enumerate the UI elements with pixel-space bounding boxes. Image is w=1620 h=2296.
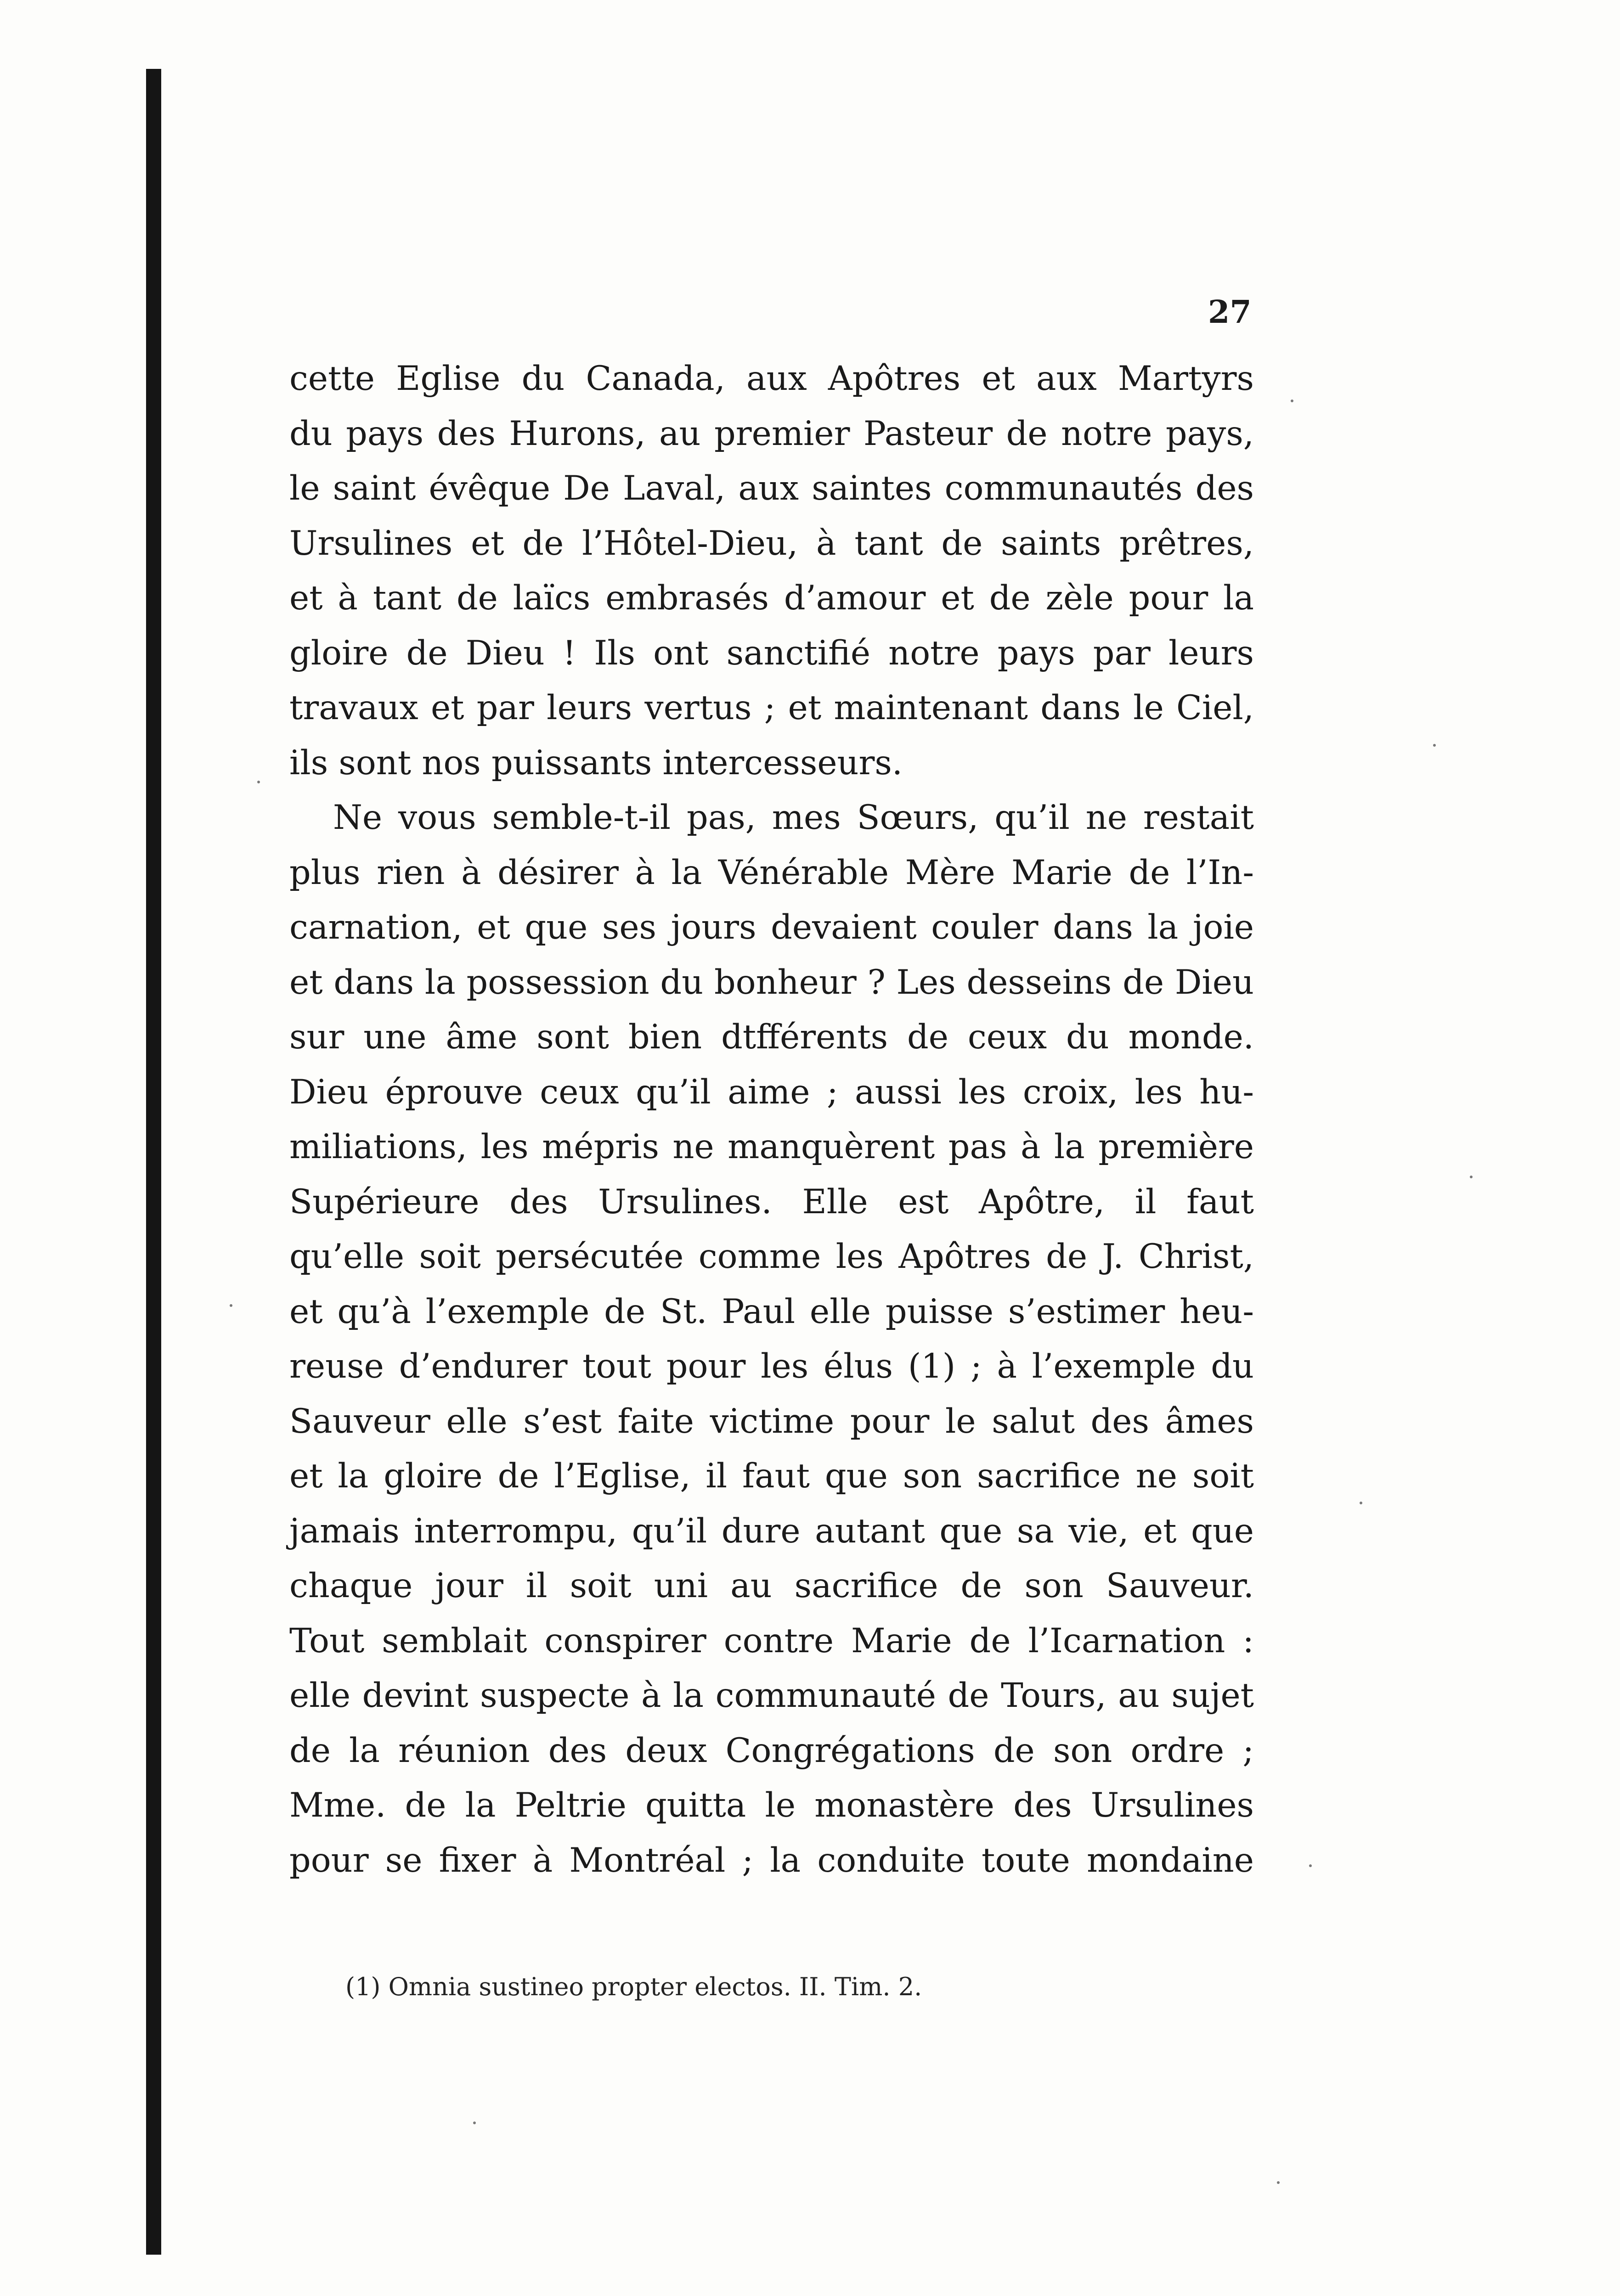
ink-speck [1277,2181,1280,2184]
text-line: jamais interrompu, qu’il dure autant que sa vie, et que [289,1511,1254,1551]
page-number: 27 [1208,294,1252,331]
text-line: du pays des Hurons, au premier Pasteur de notre pays, [289,414,1254,453]
text-line: et qu’à l’exemple de St. Paul elle puisse s’estimer heu- [289,1292,1254,1331]
binding-edge [146,69,161,2255]
ink-speck [473,2122,476,2124]
ink-speck [1309,1864,1312,1867]
footnote: (1) Omnia sustineo propter electos. II. Tim. 2. [345,1972,922,2001]
text-line: Ursulines et de l’Hôtel-Dieu, à tant de saints prêtres, [289,523,1254,563]
text-line: miliations, les mépris ne manquèrent pas à la première [289,1127,1254,1166]
text-line: Dieu éprouve ceux qu’il aime ; aussi les croix, les hu- [289,1072,1254,1112]
ink-speck [257,781,260,783]
text-line: Sauveur elle s’est faite victime pour le salut des âmes [289,1401,1254,1441]
text-line: sur une âme sont bien dtfférents de ceux du monde. [289,1018,1254,1057]
ink-speck [1360,1502,1362,1504]
text-line: et la gloire de l’Eglise, il faut que son sacrifice ne soit [289,1457,1254,1496]
text-line: elle devint suspecte à la communauté de Tours, au sujet [289,1676,1254,1715]
text-line: reuse d’endurer tout pour les élus (1) ; à l’exemple du [289,1347,1254,1386]
text-line: gloire de Dieu ! Ils ont sanctifié notre pays par leurs [289,633,1254,673]
body-text [289,351,1254,1888]
text-line: et à tant de laïcs embrasés d’amour et de zèle pour la [289,579,1254,618]
text-line: et dans la possession du bonheur ? Les desseins de Dieu [289,962,1254,1002]
text-line: Mme. de la Peltrie quitta le monastère des Ursulines [289,1786,1254,1825]
text-line: chaque jour il soit uni au sacrifice de son Sauveur. [289,1566,1254,1605]
ink-speck [1433,744,1436,747]
text-line: le saint évêque De Laval, aux saintes communautés des [289,469,1254,508]
text-line: plus rien à désirer à la Vénérable Mère Marie de l’In- [289,853,1254,892]
text-line: carnation, et que ses jours devaient couler dans la joie [289,908,1254,947]
text-line: Tout semblait conspirer contre Marie de l’Icarnation : [289,1621,1254,1660]
text-line: pour se fixer à Montréal ; la conduite toute mondaine [289,1840,1254,1880]
text-line: Ne vous semble-t-il pas, mes Sœurs, qu’il ne restait [333,798,1254,837]
text-line: travaux et par leurs vertus ; et maintenant dans le Ciel, [289,688,1254,727]
text-line: ils sont nos puissants intercesseurs. [289,743,903,782]
text-line: Supérieure des Ursulines. Elle est Apôtre, il faut [289,1182,1254,1221]
text-line: qu’elle soit persécutée comme les Apôtres de J. Christ, [289,1237,1254,1276]
ink-speck [1291,400,1293,402]
text-line: cette Eglise du Canada, aux Apôtres et aux Martyrs [289,359,1254,398]
ink-speck [230,1304,232,1307]
ink-speck [1470,1176,1473,1178]
text-line: de la réunion des deux Congrégations de son ordre ; [289,1731,1254,1770]
